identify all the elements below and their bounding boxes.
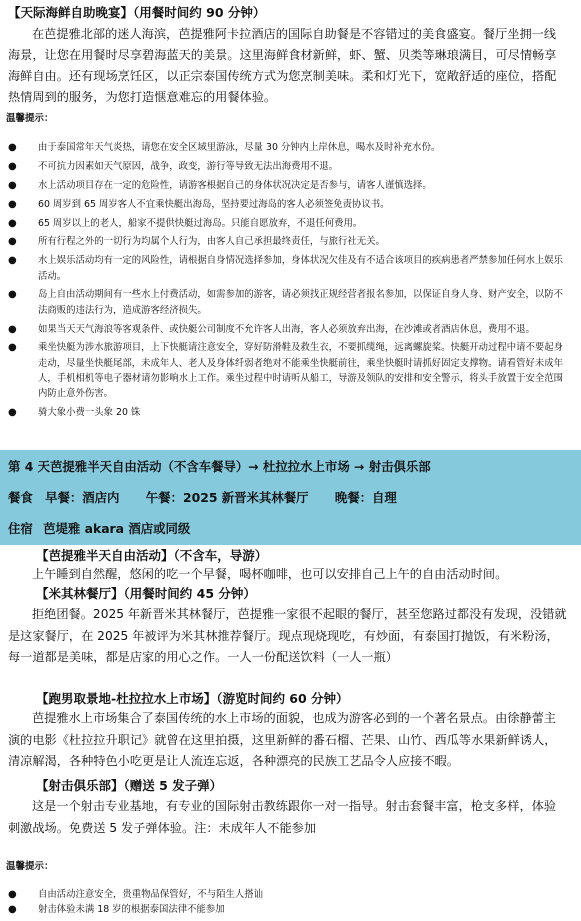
buffet-title: 【天际海鲜自助晚宴】 [8, 5, 134, 20]
dinner: 晚餐：自理 [334, 490, 397, 505]
shooting-title: 【射击俱乐部】 [36, 778, 124, 793]
list-item: ● 所有行程之外的一切行为均属个人行为，由客人自己承担最终责任，与旅行社无关。 [6, 234, 571, 249]
list-item: ● 骑大象小费一头象 20 铢 [6, 405, 571, 420]
bullet-icon: ● [8, 217, 17, 229]
shooting-heading [36, 777, 222, 795]
list-item: ● 65 周岁以上的老人，船家不提供快艇过海岛。只能自愿放弃，不退任何费用。 [6, 216, 571, 231]
bullet-icon: ● [8, 255, 17, 267]
michelin-title: 【米其林餐厅】 [36, 586, 124, 601]
bullet-icon: ● [8, 406, 17, 418]
shooting-text: 这是一个射击专业基地，有专业的国际射击教练跟你一对一指导。射击套餐丰富，枪支多样，体验刺激战场。免费送 5 发子弹体验。注：未成年人不能参加 [8, 799, 557, 835]
market-heading [36, 690, 349, 708]
day4-meals [8, 488, 397, 506]
meal-label: 餐食 [8, 490, 33, 505]
bullet-icon: ● [8, 289, 17, 301]
free-title: 【芭提雅半天自由活动】 [36, 548, 174, 563]
list-item: ● 自由活动注意安全，贵重物品保管好，不与陌生人搭讪 [6, 887, 571, 902]
michelin-heading [36, 585, 256, 603]
stay-hotel: 芭堤雅 akara 酒店或同级 [43, 521, 191, 536]
market-text: 芭提雅水上市场集合了泰国传统的水上市场的面貌，也成为游客必到的一个著名景点。由徐静蕾主演的电影《杜拉拉升职记》就曾在这里拍摄，这里新鲜的番石榴、芒果、山竹、西瓜等水果新鲜诱人，清凉解渴，各种特色小吃更是让人流连忘返，各种漂亮的民族工艺品令人应接不暇。 [8, 711, 557, 768]
michelin-time: （用餐时间约 45 分钟） [123, 586, 256, 601]
day4-stay [8, 519, 190, 537]
tips-list-2 [6, 887, 571, 917]
michelin-text: 拒绝团餐。2025 年新晋米其林餐厅，芭提雅一家很不起眼的餐厅，甚至您路过都没有发现，没错就是这家餐厅，在 2025 年被评为米其林推荐餐厅。现点现烧现吃，有炒面，有泰国打抛饭，有米粉汤，每一道都是美味，都是店家的用心之作。一人一份配送饮料（一人一瓶） [8, 607, 567, 664]
day-header-band [0, 450, 581, 545]
bullet-icon: ● [8, 160, 17, 172]
bullet-icon: ● [8, 236, 17, 248]
buffet-time: （用餐时间约 90 分钟） [133, 5, 266, 20]
buffet-heading [8, 4, 265, 22]
bullet-icon: ● [8, 904, 17, 916]
list-item: ● 乘坐快艇为涉水旅游项目，上下快艇请注意安全，穿好防滑鞋及救生衣，不要抓缆绳，远离螺旋桨。快艇开动过程中请不要起身走动，尽量坐快艇尾部，未成年人、老人及身体纤弱者绝对不能乘坐快艇前往，乘坐快艇时请抓好固定支撑物。请看管好未成年人，手机相机等电子器材请勿影响水上工作。乘坐过程中时请听从船工，导游及领队的安排和安全警示，将头手放置于安全范围内防止意外伤害。 [8, 342, 564, 400]
bullet-icon: ● [8, 342, 17, 354]
list-item: ● 岛上自由活动期间有一些水上付费活动，如需参加的游客，请必须找正规经营者报名参加，以保证自身人身、财产安全，以防不法商贩的违法行为，造成游客经济损失。 [8, 289, 564, 316]
list-item: ● 不可抗力因素如天气原因，战争，政变，游行等导致无法出海费用不退。 [6, 159, 571, 174]
buffet-description: 在芭提雅北部的迷人海滨，芭提雅阿卡拉酒店的国际自助餐是不容错过的美食盛宴。餐厅坐拥一线海景，让您在用餐时尽享碧海蓝天的美景。这里海鲜食材新鲜，虾、蟹、贝类等琳琅满目，可尽情畅享海鲜自由。还有现场烹饪区，以正宗泰国传统方式为您烹制美味。柔和灯光下，宽敞舒适的座位，搭配热情周到的服务，为您打造惬意难忘的用餐体验。 [8, 27, 557, 104]
shooting-note: （赠送 5 发子弹） [123, 778, 223, 793]
tips-heading-1: 温馨提示： [6, 113, 54, 124]
free-text: 上午睡到自然醒，悠闲的吃一个早餐，喝杯咖啡，也可以安排自己上午的自由活动时间。 [32, 567, 508, 581]
list-item: ● 由于泰国常年天气炎热，请您在安全区域里游泳，尽量 30 分钟内上岸休息，喝水及时补充水份。 [6, 140, 571, 155]
free-heading [36, 547, 267, 565]
tips-heading-2: 温馨提示： [6, 861, 54, 872]
bullet-icon: ● [8, 889, 17, 900]
list-item: ● 水上娱乐活动均有一定的风险性，请根据自身情况选择参加，身体状况欠佳及有不适合该项目的疾病患者严禁参加任何水上娱乐活动。 [8, 255, 564, 282]
market-time: （游览时间约 60 分钟） [216, 691, 349, 706]
list-item: ● 60 周岁到 65 周岁客人不宜乘快艇出海岛，坚持要过海岛的客人必须签免责协议书。 [6, 197, 571, 212]
bullet-icon: ● [8, 142, 17, 153]
bullet-icon: ● [8, 179, 17, 191]
list-item: ● 水上活动项目存在一定的危险性，请游客根据自己的身体状况决定是否参与，请客人谨慎选择。 [6, 178, 571, 193]
market-title: 【跑男取景地-杜拉拉水上市场】 [36, 691, 217, 706]
tips-list-1 [6, 140, 571, 424]
stay-label: 住宿 [8, 521, 33, 536]
list-item: ● 射击体验未满 18 岁的根据泰国法律不能参加 [6, 902, 571, 917]
lunch: 午餐：2025 新晋米其林餐厅 [145, 490, 309, 505]
list-item: ● 如果当天天气海浪等客观条件、或快艇公司制度不允许客人出海，客人必须放弃出海，在沙滩或者酒店休息，费用不退。 [6, 322, 571, 337]
bullet-icon: ● [8, 198, 17, 210]
free-note: （不含车，导游） [173, 548, 268, 563]
day4-route: 第 4 天芭提雅半天自由活动（不含车餐导）→ 杜拉拉水上市场 → 射击俱乐部 [8, 459, 431, 474]
breakfast: 早餐：酒店内 [45, 490, 120, 505]
bullet-icon: ● [8, 323, 17, 335]
